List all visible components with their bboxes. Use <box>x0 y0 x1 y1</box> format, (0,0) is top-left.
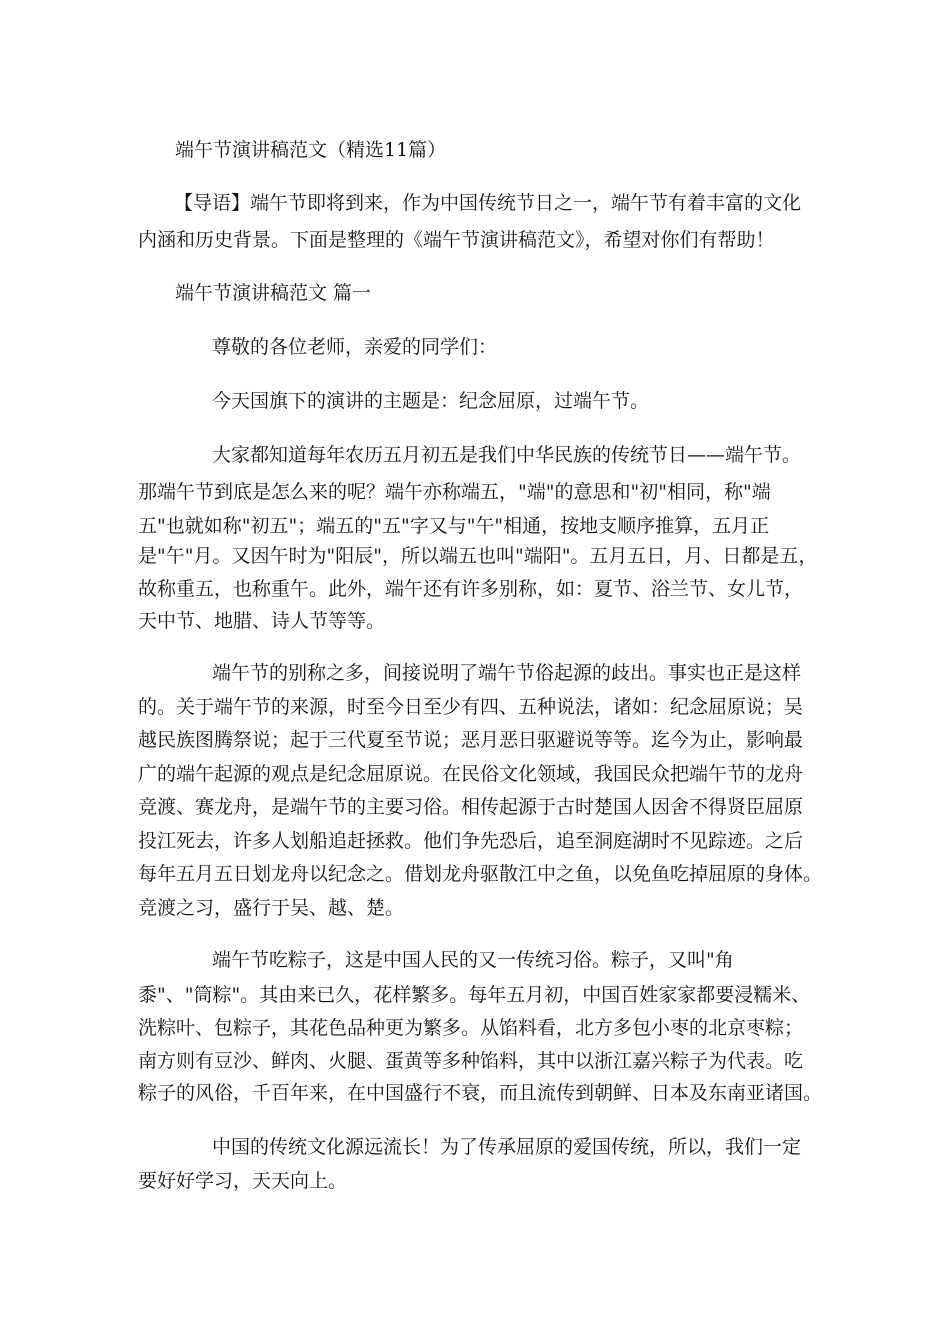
paragraph-3-line: 黍"、"筒粽"。其由来已久，花样繁多。每年五月初，中国百姓家家都要浸糯米、 <box>138 984 811 1006</box>
topic-line: 今天国旗下的演讲的主题是：纪念屈原，过端午节。 <box>212 390 650 412</box>
paragraph-2-line: 广的端午起源的观点是纪念屈原说。在民俗文化领域，我国民众把端午节的龙舟 <box>138 763 804 785</box>
paragraph-1-line: 那端午节到底是怎么来的呢？端午亦称端五，"端"的意思和"初"相同，称"端 <box>138 481 771 503</box>
paragraph-1-line: 五"也就如称"初五"；端五的"五"字又与"午"相通，按地支顺序推算，五月正 <box>138 515 770 537</box>
paragraph-1-line: 是"午"月。又因午时为"阳辰"，所以端五也叫"端阳"。五月五日，月、日都是五， <box>138 545 818 567</box>
paragraph-2-line: 竞渡之习，盛行于吴、越、楚。 <box>138 897 405 919</box>
paragraph-2-line: 投江死去，许多人划船追赶拯救。他们争先恐后，追至洞庭湖时不见踪迹。之后 <box>138 830 804 852</box>
paragraph-1-line: 天中节、地腊、诗人节等等。 <box>138 610 386 632</box>
document-title: 端午节演讲稿范文（精选11篇） <box>175 139 447 161</box>
paragraph-4-line: 中国的传统文化源远流长！为了传承屈原的爱国传统，所以，我们一定 <box>212 1136 802 1158</box>
paragraph-1-line: 大家都知道每年农历五月初五是我们中华民族的传统节日——端午节。 <box>212 444 802 466</box>
greeting-line: 尊敬的各位老师，亲爱的同学们： <box>212 336 498 358</box>
intro-line-1: 【导语】端午节即将到来，作为中国传统节日之一，端午节有着丰富的文化 <box>174 192 802 214</box>
paragraph-3-line: 粽子的风俗，千百年来，在中国盛行不衰，而且流传到朝鲜、日本及东南亚诸国。 <box>138 1082 823 1104</box>
intro-line-2: 内涵和历史背景。下面是整理的《端午节演讲稿范文》，希望对你们有帮助！ <box>138 229 775 251</box>
paragraph-2-line: 竞渡、赛龙舟，是端午节的主要习俗。相传起源于古时楚国人因舍不得贤臣屈原 <box>138 796 804 818</box>
paragraph-1-line: 故称重五，也称重午。此外，端午还有许多别称，如：夏节、浴兰节、女儿节， <box>138 578 804 600</box>
paragraph-3-line: 南方则有豆沙、鲜肉、火腿、蛋黄等多种馅料，其中以浙江嘉兴粽子为代表。吃 <box>138 1050 804 1072</box>
paragraph-3-line: 洗粽叶、包粽子，其花色品种更为繁多。从馅料看，北方多包小枣的北京枣粽； <box>138 1017 804 1039</box>
paragraph-2-line: 端午节的别称之多，间接说明了端午节俗起源的歧出。事实也正是这样 <box>212 662 802 684</box>
paragraph-2-line: 的。关于端午节的来源，时至今日至少有四、五种说法，诸如：纪念屈原说；吴 <box>138 696 804 718</box>
paragraph-2-line: 越民族图腾祭说；起于三代夏至节说；恶月恶日驱避说等等。迄今为止，影响最 <box>138 729 804 751</box>
section-title: 端午节演讲稿范文 篇一 <box>175 282 372 304</box>
paragraph-4-line: 要好好学习，天天向上。 <box>138 1170 348 1192</box>
paragraph-3-line: 端午节吃粽子，这是中国人民的又一传统习俗。粽子，又叫"角 <box>212 949 734 971</box>
paragraph-2-line: 每年五月五日划龙舟以纪念之。借划龙舟驱散江中之鱼，以免鱼吃掉屈原的身体。 <box>138 863 823 885</box>
